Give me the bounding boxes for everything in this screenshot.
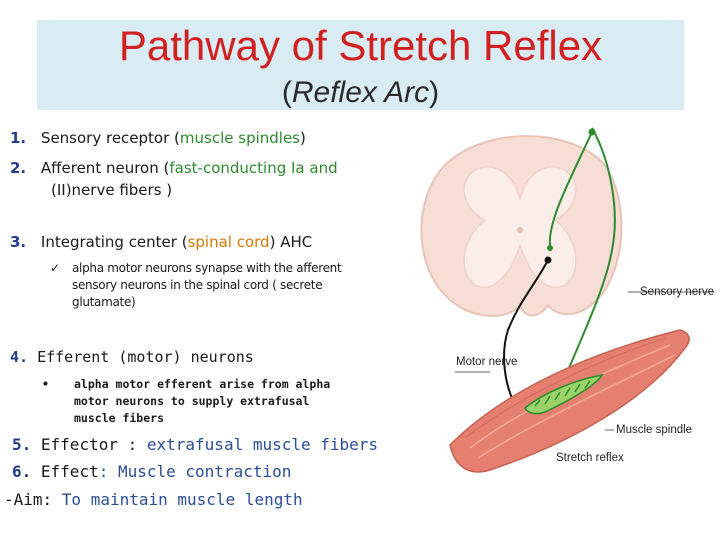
sub-line-3: muscle fibers	[74, 411, 165, 425]
item-highlight: fast-conducting Ia and	[169, 159, 338, 177]
item-text-end: )	[300, 129, 306, 147]
item-highlight: spinal cord	[187, 233, 270, 251]
synapse-dot	[547, 245, 553, 251]
sub-line-2: motor neurons to supply extrafusal	[74, 394, 310, 408]
sub-line-3: glutamate)	[72, 295, 136, 309]
sub-line-2: sensory neurons in the spinal cord ( secrete	[72, 278, 323, 292]
label-muscle-spindle: Muscle spindle	[616, 424, 693, 436]
item-text: Effect	[40, 462, 99, 481]
item-text: Effector :	[40, 435, 147, 454]
central-canal	[517, 227, 523, 233]
item-highlight: muscle spindles	[179, 129, 300, 147]
label-motor-nerve: Motor nerve	[456, 356, 518, 368]
list-item-2-line2: (II)nerve fibers )	[51, 181, 173, 199]
item-text: Sensory receptor (	[40, 129, 180, 147]
aim-label: -Aim:	[4, 490, 62, 509]
item-highlight: : Muscle contraction	[98, 462, 292, 481]
label-sensory-nerve: Sensory nerve	[640, 286, 715, 298]
item-text: Integrating center (	[40, 233, 188, 251]
item-number: 2.	[10, 159, 27, 177]
aim-text: To maintain muscle length	[61, 490, 303, 509]
label-stretch-reflex: Stretch reflex	[556, 452, 624, 464]
subtitle-text: Reflex Arc	[291, 76, 430, 109]
subtitle-open: (	[281, 76, 292, 109]
sub-line-1: alpha motor neurons synapse with the afferent	[72, 261, 342, 275]
item-number: 1.	[10, 129, 27, 147]
item-text: Efferent (motor) neurons	[37, 348, 254, 366]
item-text: Afferent neuron (	[40, 159, 170, 177]
subtitle-close: )	[429, 76, 440, 109]
page-title: Pathway of Stretch Reflex	[118, 22, 603, 69]
sub-line-1: alpha motor efferent arise from alpha	[74, 377, 331, 391]
item-number: 3.	[10, 233, 27, 251]
bullet-icon: •	[42, 377, 49, 391]
check-icon: ✓	[50, 261, 60, 275]
item-highlight: extrafusal muscle fibers	[146, 435, 379, 454]
item-number: 6.	[12, 462, 32, 481]
item-number: 5.	[12, 435, 32, 454]
item-number: 4.	[10, 348, 29, 366]
item-text-end: ) AHC	[269, 233, 313, 251]
